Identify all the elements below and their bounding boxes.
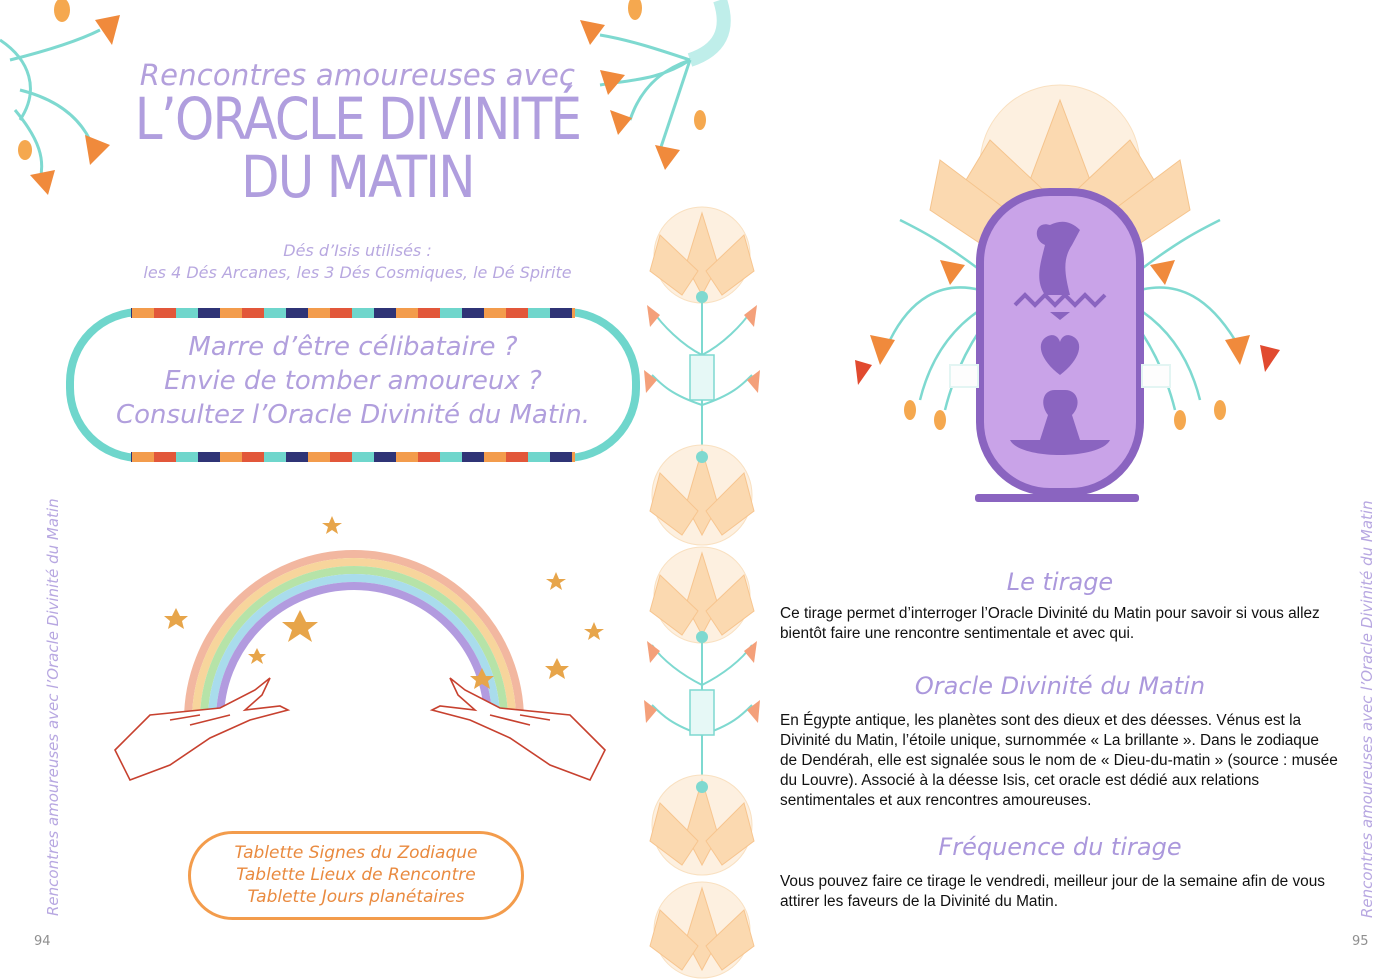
tablet-places: Tablette Lieux de Rencontre [236,865,476,885]
page-number-right: 95 [1352,934,1369,949]
lotus-icon [650,207,754,303]
dice-info [80,240,635,284]
section-body-oracle: En Égypte antique, les planètes sont des dieux et des déesses. Vénus est la Divinité du Matin, l’étoile unique, surnommée « La brillante ». Dans le zodiaque de Dendérah, elle est signalée sous le nom de « Dieu-du-matin » (source : musée du Louvre). Associé à la déesse Isis, cet oracle est dédié aux relations sentimentales et aux rencontres amoureuses. [780,712,1338,809]
lotus-column-icon [632,205,772,980]
section-heading-frequence: Fréquence du tirage [938,833,1182,861]
section-heading-tirage: Le tirage [1006,568,1114,596]
title-line-1: L’ORACLE DIVINITÉ [134,85,581,153]
page-title [119,85,596,211]
dice-list: les 4 Dés Arcanes, les 3 Dés Cosmiques, le Dé Spirite [143,263,572,282]
page-number-left: 94 [34,934,51,949]
question-block [66,330,640,432]
title-prefix: Rencontres amoureuses avec [139,58,576,92]
section-body-tirage: Ce tirage permet d’interroger l’Oracle Divinité du Matin pour savoir si vous allez bientôt faire une rencontre sentimentale et avec qui. [780,605,1320,642]
question-line-2: Envie de tomber amoureux ? [164,366,542,396]
question-line-1: Marre d’être célibataire ? [188,332,518,362]
side-running-title-right: Rencontres amoureuses avec l’Oracle Divinité du Matin [1358,500,1376,918]
rainbow-hands-illustration [110,510,610,800]
cartouche-icon [975,192,1140,502]
section-heading-oracle: Oracle Divinité du Matin [914,672,1206,700]
flower-branch-top-center-icon [570,0,770,190]
tablets-list [188,842,524,908]
section-body-frequence: Vous pouvez faire ce tirage le vendredi, meilleur jour de la semaine afin de vous attirer les faveurs de la Divinité du Matin. [780,873,1325,910]
tablet-days: Tablette Jours planétaires [247,887,465,907]
question-line-3: Consultez l’Oracle Divinité du Matin. [115,400,591,430]
dice-heading: Dés d’Isis utilisés : [283,241,432,260]
tablet-zodiac: Tablette Signes du Zodiaque [234,843,478,863]
title-line-2: DU MATIN [241,143,474,211]
cartouche-illustration [840,80,1290,510]
side-running-title-left: Rencontres amoureuses avec l’Oracle Divinité du Matin [44,498,62,916]
